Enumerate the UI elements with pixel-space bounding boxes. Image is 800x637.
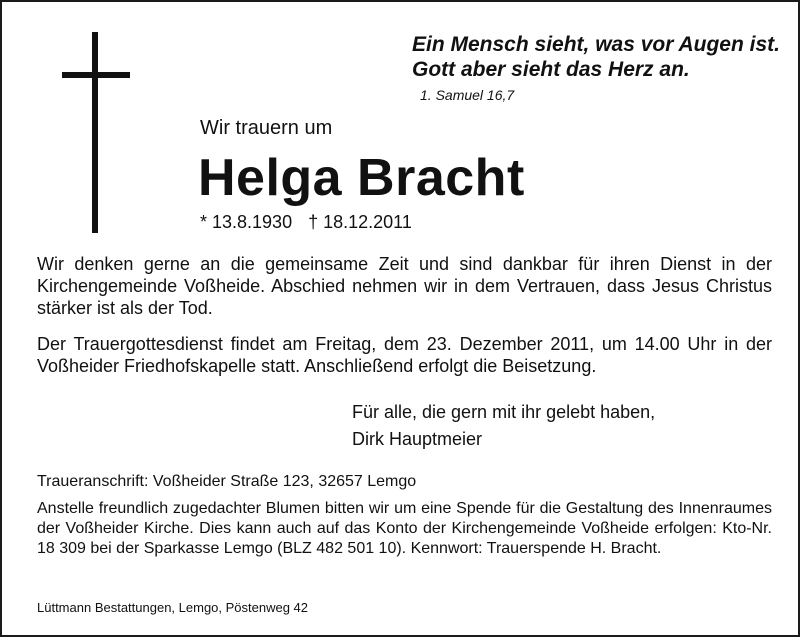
remembrance-paragraph: Wir denken gerne an die gemeinsame Zeit und sind dankbar für ihren Dienst in der Kirchengemeinde Voßheide. Abschied nehmen wir in dem Vertrauen, dass Jesus Christus stärker ist als der Tod.	[37, 254, 772, 318]
mourning-address: Traueranschrift: Voßheider Straße 123, 32657 Lemgo	[37, 473, 417, 490]
cross-horizontal-bar	[62, 72, 130, 78]
quote-reference: 1. Samuel 16,7	[420, 87, 515, 103]
bible-quote	[412, 32, 780, 104]
life-dates	[200, 212, 412, 233]
quote-line-1: Ein Mensch sieht, was vor Augen ist.	[412, 33, 780, 56]
cross-vertical-bar	[92, 32, 98, 233]
funeral-home-footer: Lüttmann Bestattungen, Lemgo, Pöstenweg 42	[37, 600, 309, 615]
deceased-name: Helga Bracht	[198, 149, 525, 207]
birth-date: * 13.8.1930	[200, 212, 293, 232]
signature-line: Für alle, die gern mit ihr gelebt haben,	[352, 402, 656, 422]
death-date: † 18.12.2011	[308, 212, 412, 232]
service-paragraph: Der Trauergottesdienst findet am Freitag, dem 23. Dezember 2011, um 14.00 Uhr in der Voßheider Friedhofskapelle statt. Anschließend erfolgt die Beisetzung.	[37, 334, 772, 376]
signature-name: Dirk Hauptmeier	[352, 429, 483, 449]
intro-text: Wir trauern um	[200, 117, 333, 139]
donation-paragraph: Anstelle freundlich zugedachter Blumen bitten wir um eine Spende für die Gestaltung des Innenraumes der Voßheider Kirche. Dies kann auch auf das Konto der Kirchengemeinde Voßheide erfolgen: Kto-Nr. 18 309 bei der Sparkasse Lemgo (BLZ 482 501 10). Kennwort: Trauerspende H. Bracht.	[37, 500, 772, 557]
quote-line-2: Gott aber sieht das Herz an.	[412, 58, 690, 81]
